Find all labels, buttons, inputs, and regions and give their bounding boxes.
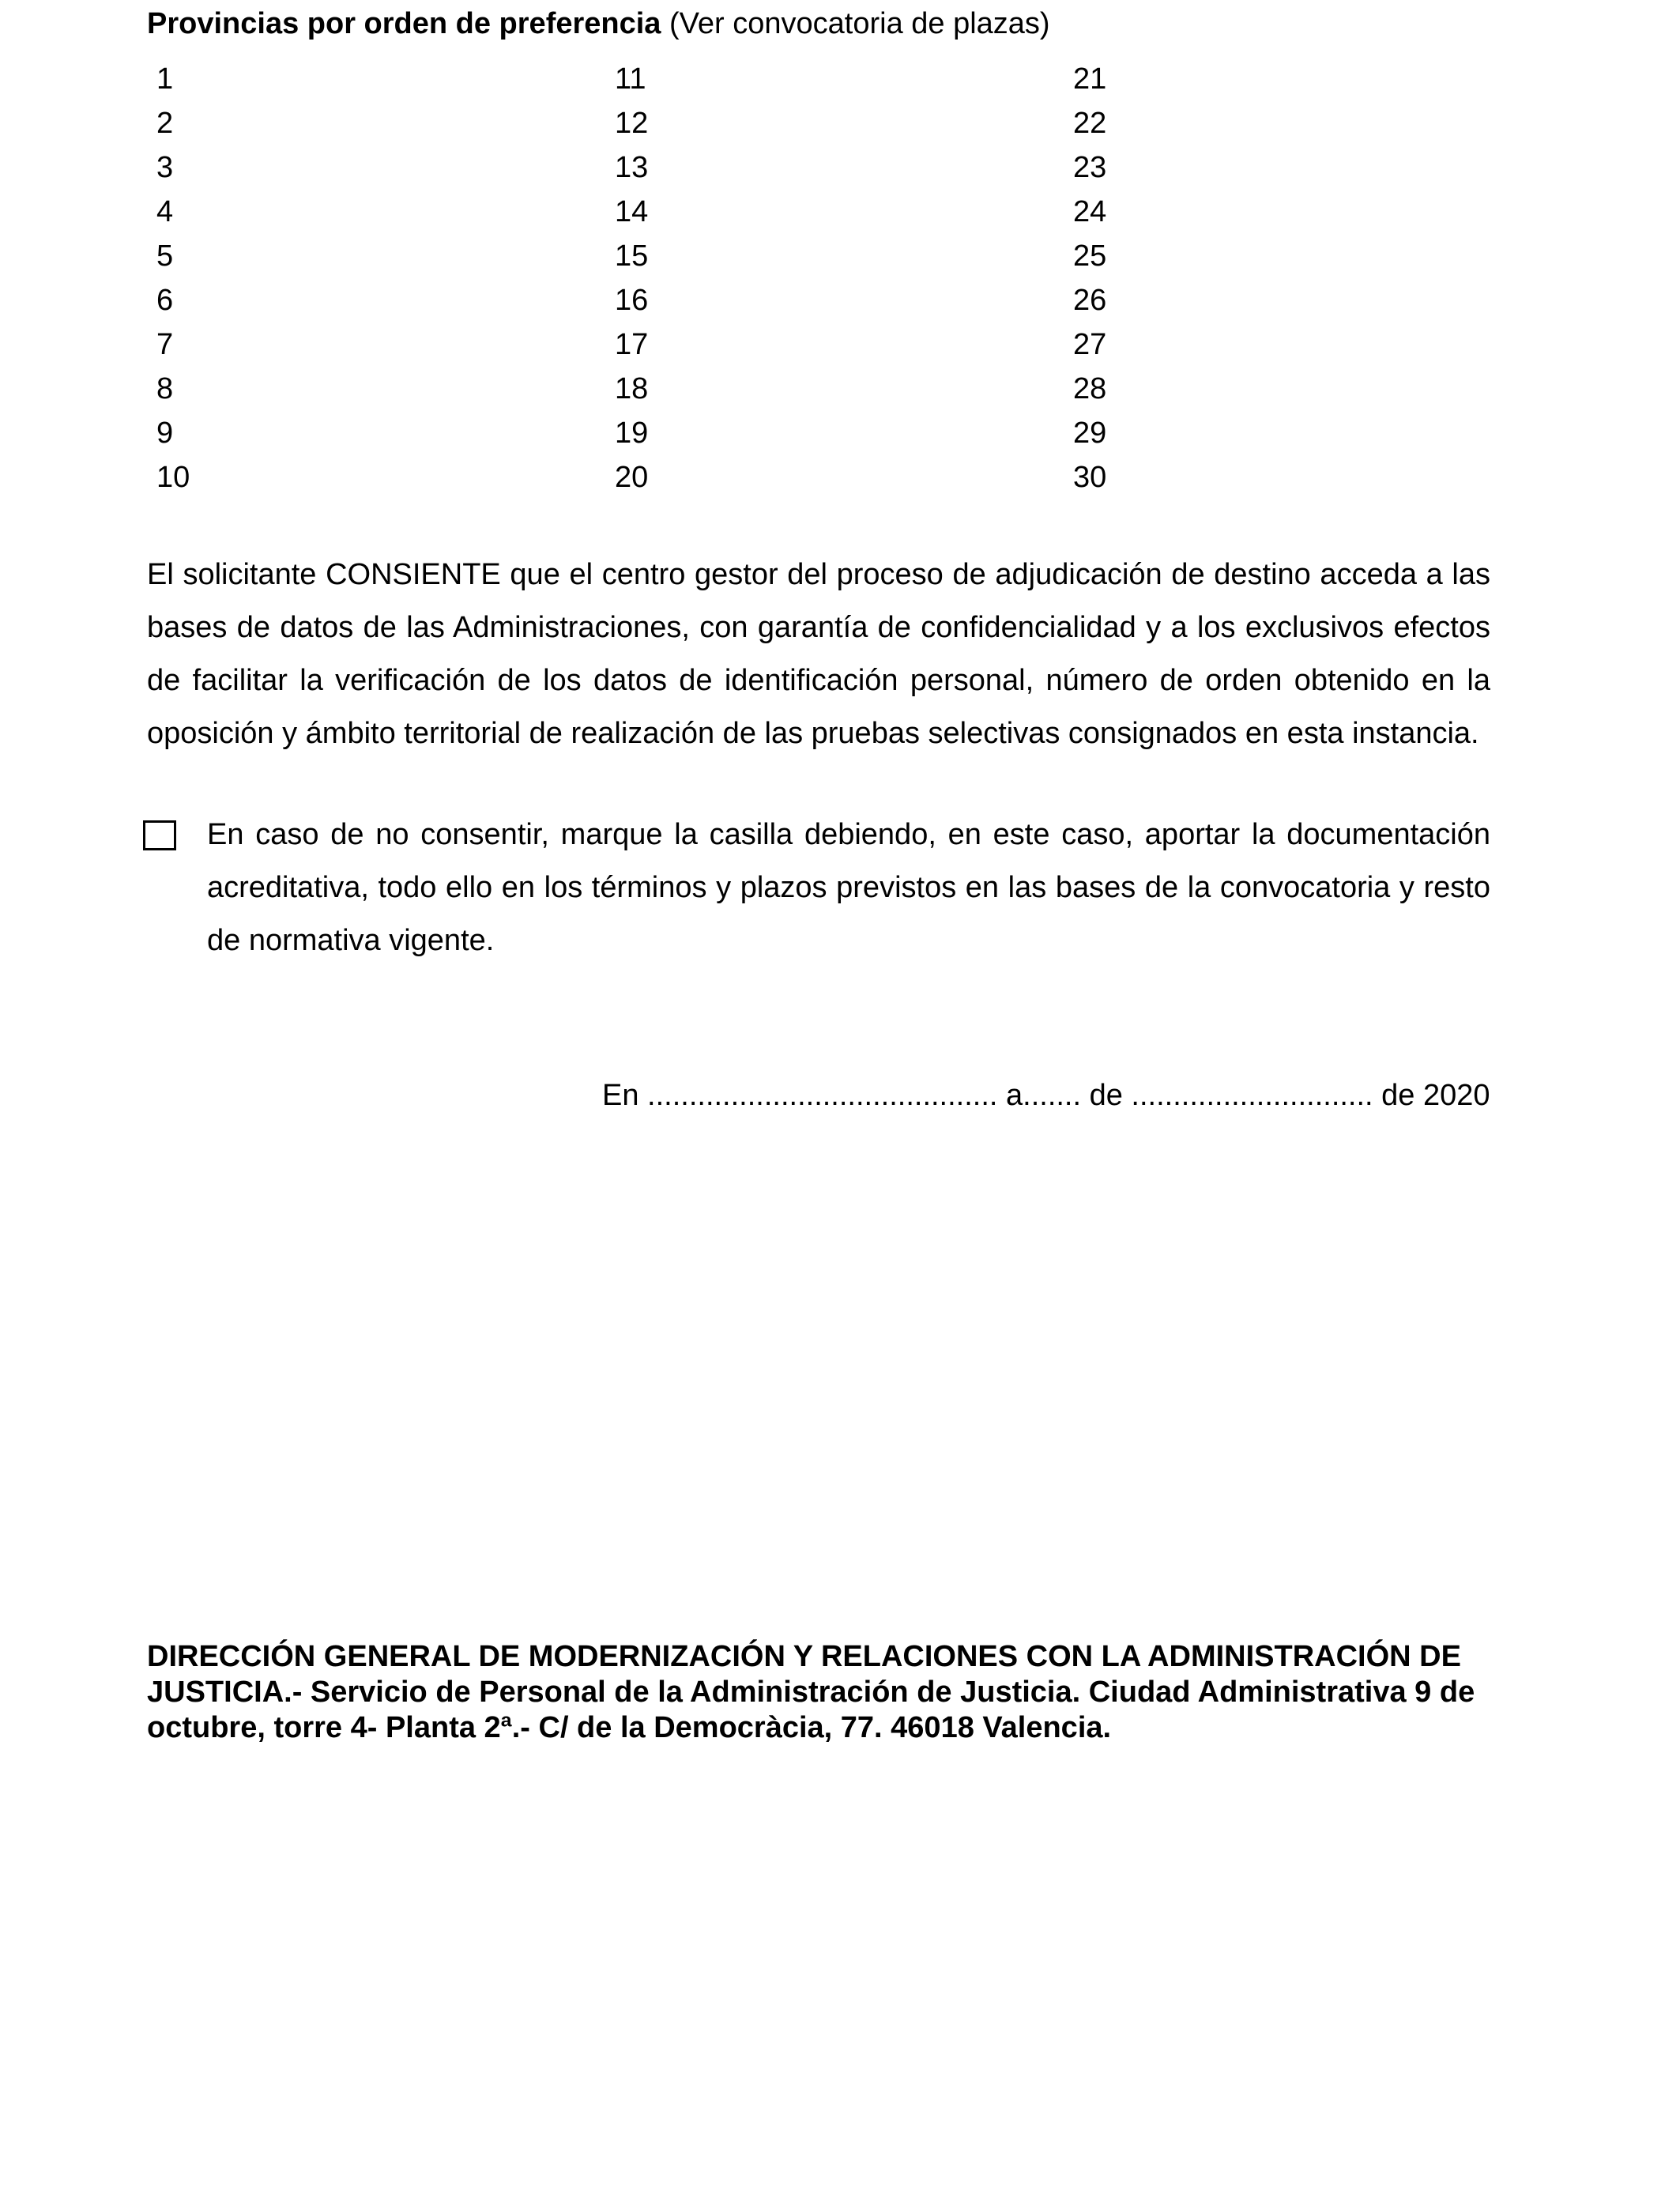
preference-column-1 [156, 57, 190, 499]
consent-paragraph: El solicitante CONSIENTE que el centro gestor del proceso de adjudicación de destino acceda a las bases de datos de las Administraciones, con garantía de confidencialidad y a los exclusivos efectos de facilitar la verificación de los datos de identificación personal, número de orden obtenido en la oposición y ámbito territorial de realización de las pruebas selectivas consignados en esta instancia. [147, 558, 1490, 750]
preference-number: 5 [156, 239, 174, 273]
preference-number: 13 [615, 151, 649, 184]
preference-number: 12 [615, 107, 649, 140]
preference-number: 26 [1073, 284, 1107, 317]
preference-number: 24 [1073, 195, 1107, 228]
no-consent-paragraph: En caso de no consentir, marque la casilla debiendo, en este caso, aportar la documentación acreditativa, todo ello en los términos y plazos previstos en las bases de la convocatoria y resto de normativa vigente. [207, 818, 1490, 957]
preference-number: 11 [615, 62, 646, 96]
preference-number: 21 [1073, 62, 1107, 96]
preference-number: 3 [156, 151, 174, 184]
preference-number: 17 [615, 328, 649, 361]
preference-number: 1 [156, 62, 174, 96]
preference-number: 16 [615, 284, 649, 317]
preference-number: 2 [156, 107, 174, 140]
no-consent-checkbox[interactable] [143, 820, 176, 850]
preference-column-2 [615, 57, 648, 499]
preference-number: 27 [1073, 328, 1107, 361]
preference-number: 14 [615, 195, 649, 228]
preference-number: 18 [615, 372, 649, 405]
preference-number: 25 [1073, 239, 1107, 273]
footer-address: DIRECCIÓN GENERAL DE MODERNIZACIÓN Y RELACIONES CON LA ADMINISTRACIÓN DE JUSTICIA.- Servicio de Personal de la Administración de Justicia. Ciudad Administrativa 9 de octubre, torre 4- Planta 2ª.- C/ de la Democràcia, 77. 46018 Valencia. [147, 1640, 1475, 1744]
preference-number: 4 [156, 195, 174, 228]
section-subtitle: (Ver convocatoria de plazas) [661, 7, 1050, 40]
section-heading [147, 5, 1050, 43]
section-title: Provincias por orden de preferencia [147, 7, 661, 40]
date-place-line: En .......................................... a....... de ............................. de 2020 [602, 1079, 1490, 1112]
preference-number: 28 [1073, 372, 1107, 405]
preference-number: 7 [156, 328, 174, 361]
preference-number: 19 [615, 417, 649, 450]
preference-number: 23 [1073, 151, 1107, 184]
preference-number: 20 [615, 461, 649, 494]
preference-number: 6 [156, 284, 174, 317]
preference-number: 15 [615, 239, 649, 273]
preference-number: 29 [1073, 417, 1107, 450]
preference-number: 10 [156, 461, 190, 494]
preference-number: 30 [1073, 461, 1107, 494]
preference-column-3 [1073, 57, 1106, 499]
preference-number: 9 [156, 417, 174, 450]
preference-number: 8 [156, 372, 174, 405]
preference-number: 22 [1073, 107, 1107, 140]
